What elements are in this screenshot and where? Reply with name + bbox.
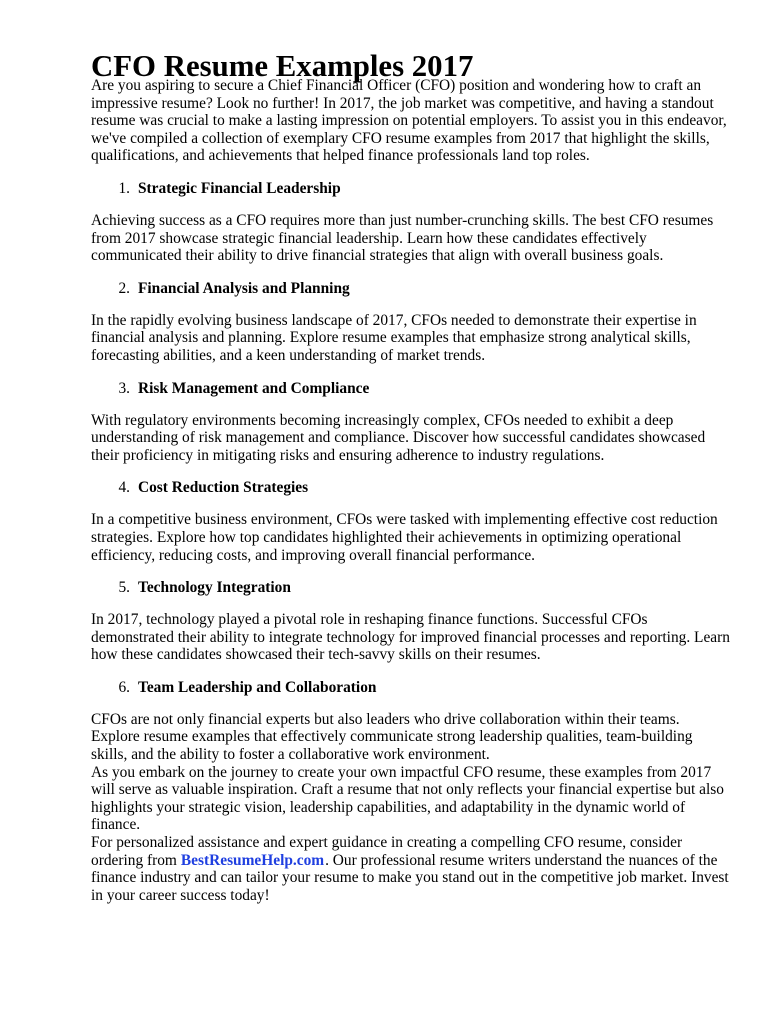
section-body: In the rapidly evolving business landscape of 2017, CFOs needed to demonstrate their expertise in financial analysis and planning. Explore resume examples that emphasize strong analytical skills, forecasting abilities, and a keen understanding of market trends.: [91, 311, 697, 364]
section-number: 6.: [118, 678, 130, 696]
section-body: In 2017, technology played a pivotal role in reshaping finance functions. Successful CFOs demonstrated their ability to integrate technology for improved financial processes and reporting. Learn how these candidates showcased their tech-savvy skills on their resumes.: [91, 611, 730, 664]
section-title: Risk Management and Compliance: [138, 379, 370, 397]
section-number: 4.: [118, 479, 130, 497]
section-number: 1.: [118, 179, 130, 197]
section-body: CFOs are not only financial experts but also leaders who drive collaboration within their teams. Explore resume examples that effectively communicate strong leadership qualities, team-building skills, and the ability to foster a collaborative work environment.: [91, 710, 693, 764]
section-title: Team Leadership and Collaboration: [138, 678, 377, 696]
section-1: [91, 180, 731, 265]
section-5: [91, 579, 731, 664]
section-title: Financial Analysis and Planning: [138, 279, 350, 297]
section-heading: [91, 679, 731, 697]
section-heading: [91, 579, 731, 597]
section-heading: [91, 479, 731, 497]
bestresumehelp-link[interactable]: BestResumeHelp.com: [180, 851, 325, 869]
section-heading: [91, 280, 731, 298]
section-body: With regulatory environments becoming increasingly complex, CFOs needed to exhibit a deep understanding of risk management and compliance. Discover how successful candidates showcased their proficiency in mitigating risks and ensuring adherence to industry regulations.: [91, 411, 706, 464]
cta-text-before: For personalized assistance and expert guidance in creating a compelling CFO resume, consider ordering from: [91, 834, 683, 869]
section-4: [91, 479, 731, 564]
section-title: Strategic Financial Leadership: [138, 179, 341, 197]
section-title: Cost Reduction Strategies: [138, 479, 309, 497]
section-body: In a competitive business environment, CFOs were tasked with implementing effective cost reduction strategies. Explore how top candidates highlighted their achievements in optimizing operational efficiency, reducing costs, and improving overall financial performance.: [91, 511, 718, 564]
document-title: CFO Resume Examples 2017: [91, 49, 474, 83]
section-2: [91, 280, 731, 365]
section-number: 5.: [118, 579, 130, 597]
section-6: [91, 679, 731, 764]
section-body: Achieving success as a CFO requires more than just number-crunching skills. The best CFO resumes from 2017 showcase strategic financial leadership. Learn how these candidates effectively communicated their ability to drive financial strategies that align with overall business goals.: [91, 211, 714, 265]
section-number: 3.: [118, 379, 130, 397]
section-heading: [91, 380, 731, 398]
section-heading: [91, 180, 731, 198]
closing-paragraph: As you embark on the journey to create your own impactful CFO resume, these examples from 2017 will serve as valuable inspiration. Craft a resume that not only reflects your financial expertise but also highlights your strategic vision, leadership capabilities, and adaptability in the dynamic world of finance.: [91, 763, 724, 834]
cta-paragraph: [91, 834, 731, 904]
section-number: 2.: [118, 279, 130, 297]
section-title: Technology Integration: [138, 579, 291, 597]
section-3: [91, 380, 731, 465]
document-page: [91, 49, 731, 904]
intro-paragraph: Are you aspiring to secure a Chief Financial Officer (CFO) position and wondering how to craft an impressive resume? Look no further! In 2017, the job market was competitive, and having a standout resume was crucial to make a lasting impression on potential employers. To assist you in this endeavor, we've compiled a collection of exemplary CFO resume examples from 2017 that highlight the skills, qualifications, and achievements that helped finance professionals land top roles.: [91, 77, 727, 165]
cta-text-after: . Our professional resume writers understand the nuances of the finance industry and can tailor your resume to make you stand out in the competitive job market. Invest in your career success today!: [91, 851, 729, 904]
